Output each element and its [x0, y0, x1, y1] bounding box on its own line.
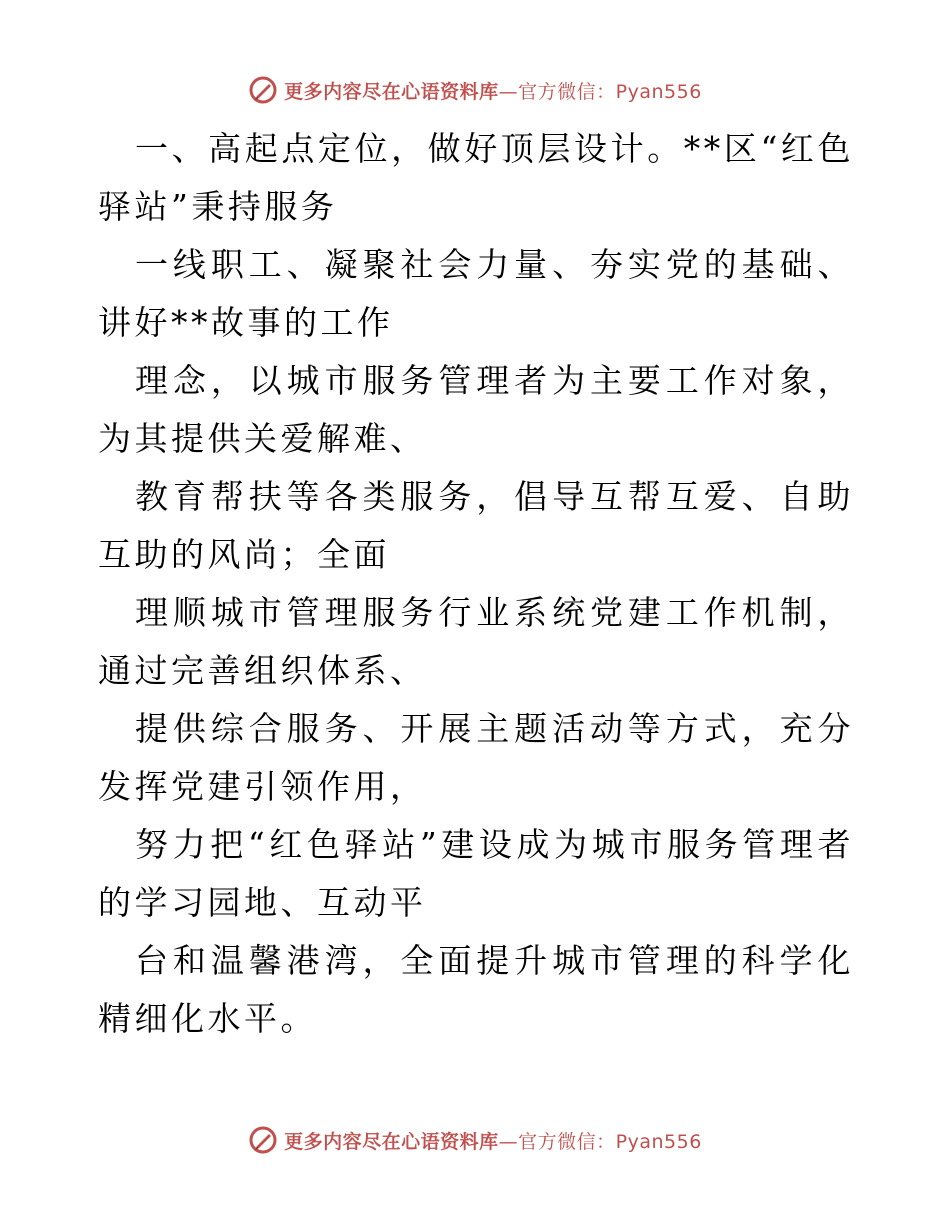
paragraph-5: 理顺城市管理服务行业系统党建工作机制，通过完善组织体系、 — [98, 593, 854, 690]
watermark-text — [284, 1127, 702, 1154]
paragraph-7: 努力把“红色驿站”建设成为城市服务管理者的学习园地、互动平 — [98, 825, 854, 922]
document-body — [98, 120, 854, 1048]
watermark-brand: 更多内容尽在心语资料库 — [284, 1130, 499, 1153]
watermark-wechat: —官方微信：Pyan556 — [498, 80, 702, 103]
watermark-wechat: —官方微信：Pyan556 — [498, 1130, 702, 1153]
paragraph-8: 台和温馨港湾，全面提升城市管理的科学化精细化水平。 — [98, 941, 854, 1038]
footer-watermark — [0, 1120, 950, 1160]
watermark-text — [284, 77, 702, 104]
pen-circle-logo-icon — [248, 75, 278, 105]
paragraph-2: 一线职工、凝聚社会力量、夯实党的基础、讲好**故事的工作 — [98, 245, 854, 342]
paragraph-3: 理念，以城市服务管理者为主要工作对象，为其提供关爱解难、 — [98, 361, 854, 458]
paragraph-6: 提供综合服务、开展主题活动等方式，充分发挥党建引领作用， — [98, 709, 854, 806]
header-watermark — [0, 70, 950, 110]
paragraph-1: 一、高起点定位，做好顶层设计。**区“红色驿站”秉持服务 — [98, 129, 854, 226]
paragraph-4: 教育帮扶等各类服务，倡导互帮互爱、自助互助的风尚；全面 — [98, 477, 854, 574]
watermark-brand: 更多内容尽在心语资料库 — [284, 80, 499, 103]
pen-circle-logo-icon — [248, 1125, 278, 1155]
